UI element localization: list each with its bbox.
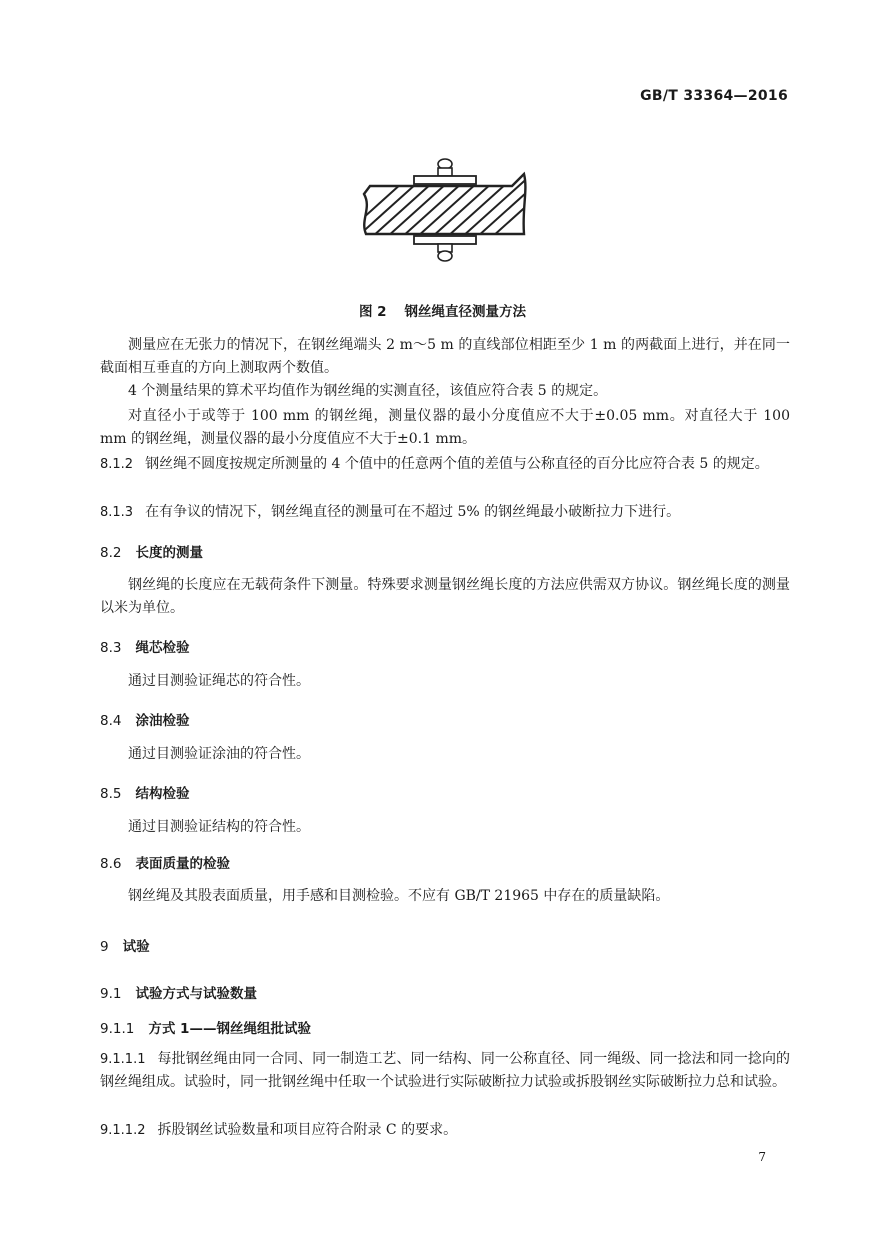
section-number: 9	[100, 939, 109, 955]
paragraph-average-value: 4 个测量结果的算术平均值作为钢丝绳的实测直径，该值应符合表 5 的规定。	[128, 383, 608, 399]
page-number: 7	[758, 1150, 766, 1164]
clause-number: 9.1.1.1	[100, 1052, 146, 1067]
clause-text: 拆股钢丝试验数量和项目应符合附录 C 的要求。	[157, 1122, 458, 1138]
section-body-8-5: 通过目测验证结构的符合性。	[128, 819, 310, 835]
clause-8-1-3	[100, 501, 790, 524]
section-title: 绳芯检验	[135, 640, 190, 656]
section-number: 8.6	[100, 856, 122, 872]
paragraph-instrument-resolution: 对直径小于或等于 100 mm 的钢丝绳，测量仪器的最小分度值应不大于±0.05 mm。对直径大于 100 mm 的钢丝绳，测量仪器的最小分度值应不大于±0.1 mm。	[100, 408, 790, 447]
section-heading-8-6	[100, 852, 230, 872]
section-number: 8.2	[100, 545, 122, 561]
clause-number: 8.1.2	[100, 457, 134, 472]
clause-text: 在有争议的情况下，钢丝绳直径的测量可在不超过 5% 的钢丝绳最小破断拉力下进行。	[145, 504, 681, 520]
figure-title: 钢丝绳直径测量方法	[404, 304, 527, 320]
section-heading-8-4	[100, 709, 189, 729]
standard-code: GB/T 33364—2016	[640, 88, 788, 104]
section-body-8-4: 通过目测验证涂油的符合性。	[128, 746, 310, 762]
section-heading-8-2	[100, 541, 203, 561]
section-number: 9.1	[100, 986, 122, 1002]
clause-number: 9.1.1.2	[100, 1123, 146, 1138]
clause-text: 钢丝绳不圆度按规定所测量的 4 个值中的任意两个值的差值与公称直径的百分比应符合表 5 的规定。	[145, 456, 769, 472]
figure-caption	[0, 300, 885, 320]
section-title: 涂油检验	[135, 713, 190, 729]
clause-9-1-1-1	[100, 1048, 790, 1094]
figure-label: 图 2	[358, 304, 387, 320]
section-title: 试验	[122, 939, 150, 955]
section-title: 表面质量的检验	[135, 856, 230, 872]
section-heading-8-3	[100, 636, 189, 656]
section-number: 8.5	[100, 786, 122, 802]
clause-9-1-1-2	[100, 1119, 790, 1142]
section-body-8-3: 通过目测验证绳芯的符合性。	[128, 673, 310, 689]
clause-number: 8.1.3	[100, 505, 134, 520]
section-heading-9	[100, 935, 150, 955]
clause-text: 每批钢丝绳由同一合同、同一制造工艺、同一结构、同一公称直径、同一绳级、同一捻法和同一捻向的钢丝绳组成。试验时，同一批钢丝绳中任取一个试验进行实际破断拉力试验或拆股钢丝实际破断拉力总和试验。	[100, 1051, 790, 1090]
section-number: 9.1.1	[100, 1021, 135, 1037]
section-title: 试验方式与试验数量	[135, 986, 257, 1002]
section-body-8-2: 钢丝绳的长度应在无载荷条件下测量。特殊要求测量钢丝绳长度的方法应供需双方协议。钢丝绳长度的测量以米为单位。	[100, 577, 790, 616]
section-title: 结构检验	[135, 786, 190, 802]
section-title: 长度的测量	[135, 545, 203, 561]
rope-diameter-figure	[352, 150, 532, 270]
clause-8-1-2	[100, 453, 790, 476]
paragraph-measurement-procedure: 测量应在无张力的情况下，在钢丝绳端头 2 m～5 m 的直线部位相距至少 1 m 的两截面上进行，并在同一截面相互垂直的方向上测取两个数值。	[100, 337, 790, 376]
section-heading-9-1	[100, 982, 257, 1002]
section-number: 8.4	[100, 713, 122, 729]
section-number: 8.3	[100, 640, 122, 656]
section-heading-9-1-1	[100, 1017, 311, 1037]
section-title: 方式 1——钢丝绳组批试验	[148, 1021, 311, 1037]
section-body-8-6: 钢丝绳及其股表面质量，用手感和目测检验。不应有 GB/T 21965 中存在的质量缺陷。	[128, 888, 670, 904]
section-heading-8-5	[100, 782, 189, 802]
